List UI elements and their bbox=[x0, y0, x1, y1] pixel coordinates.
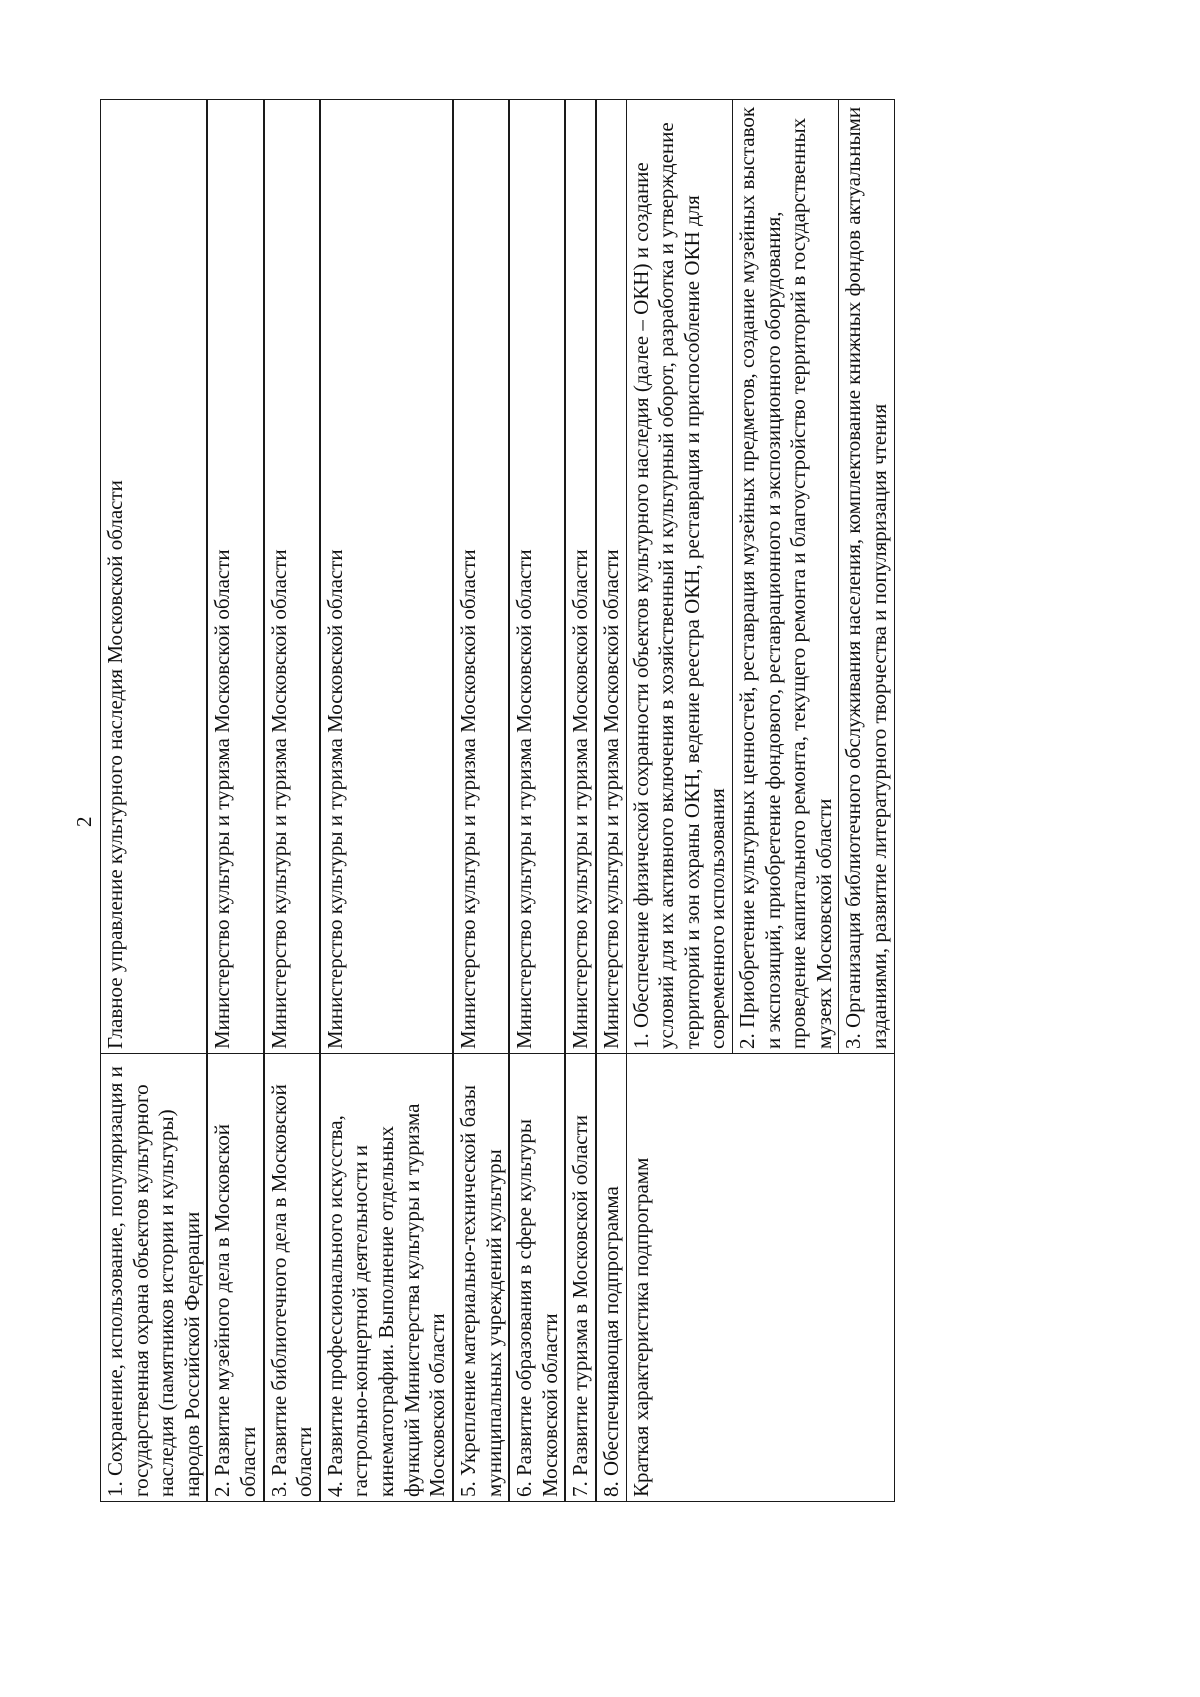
subprogram-name: 3. Развитие библиотечного дела в Московской области bbox=[264, 1054, 320, 1502]
responsible-body: Министерство культуры и туризма Московской области bbox=[207, 100, 263, 1054]
responsible-body: Министерство культуры и туризма Московской области bbox=[596, 100, 626, 1054]
table-row bbox=[509, 100, 565, 1502]
responsible-body: Министерство культуры и туризма Московской области bbox=[264, 100, 320, 1054]
summary-item: 1. Обеспечение физической сохранности объектов культурного наследия (далее – ОКН) и создание условий для их активного включения в хозяйственный и культурный оборот, разработка и утверждение территорий и зон охраны ОКН, ведение реестра ОКН, реставрация и приспособление ОКН для современного использования bbox=[626, 100, 732, 1054]
table-row bbox=[565, 100, 596, 1502]
subprogram-name: 2. Развитие музейного дела в Московской области bbox=[207, 1054, 263, 1502]
table-row bbox=[320, 100, 453, 1502]
summary-item: 3. Организация библиотечного обслуживания населения, комплектование книжных фондов актуальными изданиями, развитие литературного творчества и популяризация чтения bbox=[839, 100, 894, 1054]
subprogram-name: 1. Сохранение, использование, популяризация и государственная охрана объектов культурного наследия (памятников истории и культуры) народов Российской Федерации bbox=[101, 1054, 208, 1502]
table-row bbox=[101, 100, 208, 1502]
table-row bbox=[264, 100, 320, 1502]
responsible-body: Министерство культуры и туризма Московской области bbox=[453, 100, 509, 1054]
summary-row bbox=[626, 100, 732, 1502]
subprogram-name: 6. Развитие образования в сфере культуры Московской области bbox=[509, 1054, 565, 1502]
summary-item: 2. Приобретение культурных ценностей, реставрация музейных предметов, создание музейных выставок и экспозиций, приобретение фондового, реставрационного и экспозиционного оборудования, проведение капитального ремонта, текущего ремонта и благоустройство территорий в государственных музеях Московской области bbox=[733, 100, 839, 1054]
subprogram-table bbox=[100, 99, 895, 1502]
subprogram-name: 4. Развитие профессионального искусства, гастрольно-концертной деятельности и кинематографии. Выполнение отдельных функций Министерства культуры и туризма Московской области bbox=[320, 1054, 453, 1502]
responsible-body: Министерство культуры и туризма Московской области bbox=[565, 100, 596, 1054]
subprogram-name: 7. Развитие туризма в Московской области bbox=[565, 1054, 596, 1502]
responsible-body: Главное управление культурного наследия Московской области bbox=[101, 100, 208, 1054]
responsible-body: Министерство культуры и туризма Московской области bbox=[509, 100, 565, 1054]
subprogram-name: 5. Укрепление материально-технической базы муниципальных учреждений культуры bbox=[453, 1054, 509, 1502]
summary-label: Краткая характеристика подпрограмм bbox=[626, 1054, 894, 1502]
table-row bbox=[207, 100, 263, 1502]
table-row bbox=[453, 100, 509, 1502]
responsible-body: Министерство культуры и туризма Московской области bbox=[320, 100, 453, 1054]
subprogram-name: 8. Обеспечивающая подпрограмма bbox=[596, 1054, 626, 1502]
table-row bbox=[596, 100, 626, 1502]
page-number: 2 bbox=[72, 816, 96, 827]
